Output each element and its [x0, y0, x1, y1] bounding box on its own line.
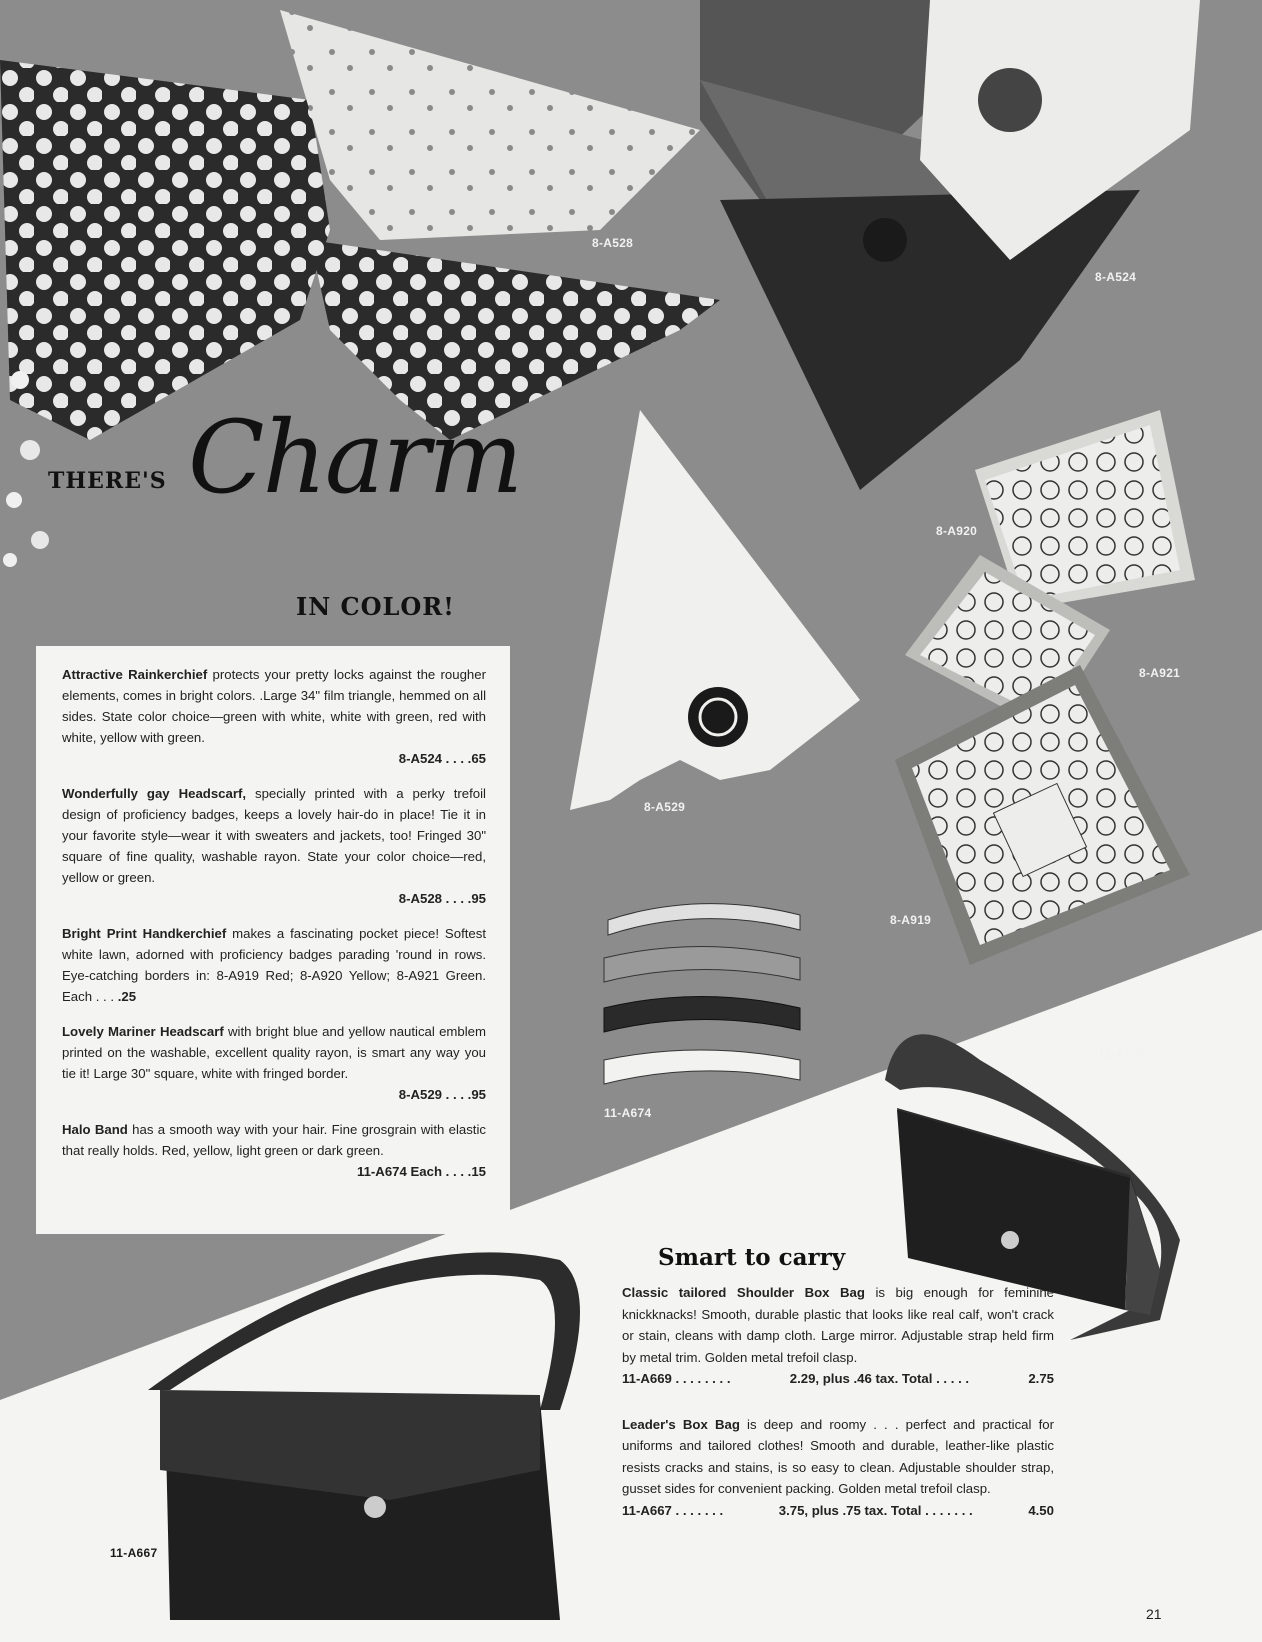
item-text: specially printed with a perky trefoil design of proficiency badges, keeps a lovely hair-do in place! Tie it in your favorite style—wear it with sweaters and jackets, too! Fringed 30" square of fine quality, washable rayon. State your color choice—red, yellow or green. — [62, 786, 486, 885]
item-price: 11-A674 Each . . . .15 — [356, 1164, 486, 1179]
item-price: 2.29, plus .46 tax. Total . . . . . — [789, 1371, 970, 1386]
code-8-a920: 8-A920 — [936, 524, 978, 538]
white-headscarf — [280, 10, 700, 240]
bags-description — [622, 1282, 1054, 1545]
item-price: .25 — [117, 989, 137, 1004]
headline-in-color: IN COLOR! — [296, 592, 455, 621]
item-priceline — [622, 1368, 1054, 1390]
item-text: is big enough for feminine knickknacks! Smooth, durable plastic that looks like real calf, won't crack or stain, cleans with damp cloth. Large mirror. Adjustable strap held firm by metal trim. Golden metal trefoil clasp. — [622, 1285, 1055, 1365]
item-price: 8-A529 . . . .95 — [398, 1087, 486, 1102]
item-halo-band — [62, 1119, 486, 1182]
rainkerchief-stack — [700, 0, 1200, 490]
page-number: 21 — [1146, 1606, 1162, 1622]
code-11-a674: 11-A674 — [604, 1106, 652, 1120]
item-name: Halo Band — [62, 1122, 128, 1137]
item-code: 11-A667 . . . . . . . — [622, 1502, 724, 1518]
item-name: Lovely Mariner Headscarf — [62, 1024, 224, 1039]
item-name: Bright Print Handkerchief — [62, 926, 227, 941]
code-8-a921: 8-A921 — [1139, 666, 1181, 680]
code-8-a528: 8-A528 — [592, 236, 634, 250]
item-text: has a smooth way with your hair. Fine grosgrain with elastic that really holds. Red, yellow, light green or dark green. — [62, 1122, 486, 1158]
item-rainkerchief — [62, 664, 486, 769]
section-title-smart-to-carry: Smart to carry — [658, 1244, 846, 1271]
code-11-a667: 11-A667 — [110, 1546, 158, 1560]
item-name: Classic tailored Shoulder Box Bag — [622, 1285, 865, 1300]
item-total: 4.50 — [1028, 1502, 1054, 1518]
item-headscarf — [62, 783, 486, 909]
item-shoulder-box-bag — [622, 1282, 1054, 1390]
item-mariner-headscarf — [62, 1021, 486, 1105]
item-total: 2.75 — [1028, 1371, 1054, 1386]
item-priceline — [622, 1500, 1054, 1522]
item-price: 8-A528 . . . .95 — [398, 891, 486, 906]
mariner-headscarf — [570, 410, 860, 810]
code-8-a529: 8-A529 — [644, 800, 686, 814]
item-text: makes a fascinating pocket piece! Softest white lawn, adorned with proficiency badges parading 'round in rows. Eye-catching borders in: 8-A919 Red; 8-A920 Yellow; 8-A921 Green. Each . . . — [62, 926, 486, 1004]
item-name: Leader's Box Bag — [622, 1416, 740, 1432]
headline-there: THERE'S — [48, 468, 167, 494]
item-leaders-box-bag — [622, 1414, 1054, 1522]
item-price: 8-A524 . . . .65 — [398, 751, 486, 766]
item-code: 11-A669 . . . . . . . . — [622, 1371, 731, 1386]
item-name: Attractive Rainkerchief — [62, 667, 208, 682]
headline-charm: Charm — [188, 399, 522, 516]
item-text: with bright blue and yellow nautical emblem printed on the washable, excellent quality rayon, is smart any way you tie it! Large 30" square, white with fringed border. — [62, 1024, 486, 1081]
accessories-description-box — [36, 646, 510, 1234]
item-price: 3.75, plus .75 tax. Total . . . . . . . — [778, 1502, 973, 1518]
item-text: is deep and roomy . . . perfect and practical for uniforms and tailored clothes! Smooth and durable, leather-like plastic resists cracks and stains, is so easy to clean. Adjustable shoulder strap, gusset sides for convenient packing. Golden metal trefoil clasp. — [622, 1416, 1054, 1496]
halo-bands — [604, 904, 800, 1084]
code-8-a919: 8-A919 — [890, 913, 932, 927]
code-8-a524: 8-A524 — [1095, 270, 1137, 284]
leaders-box-bag — [148, 1252, 580, 1620]
item-handkerchief — [62, 923, 486, 1007]
code-11-a669: 11-A669 — [1098, 1046, 1146, 1060]
item-text: protects your pretty locks against the rougher elements, comes in bright colors. .Large 34" film triangle, hemmed on all sides. State color choice—green with white, white with green, red with white, yellow with green. — [62, 667, 486, 745]
item-name: Wonderfully gay Headscarf, — [62, 786, 247, 801]
badge-handkerchiefs — [895, 410, 1195, 965]
